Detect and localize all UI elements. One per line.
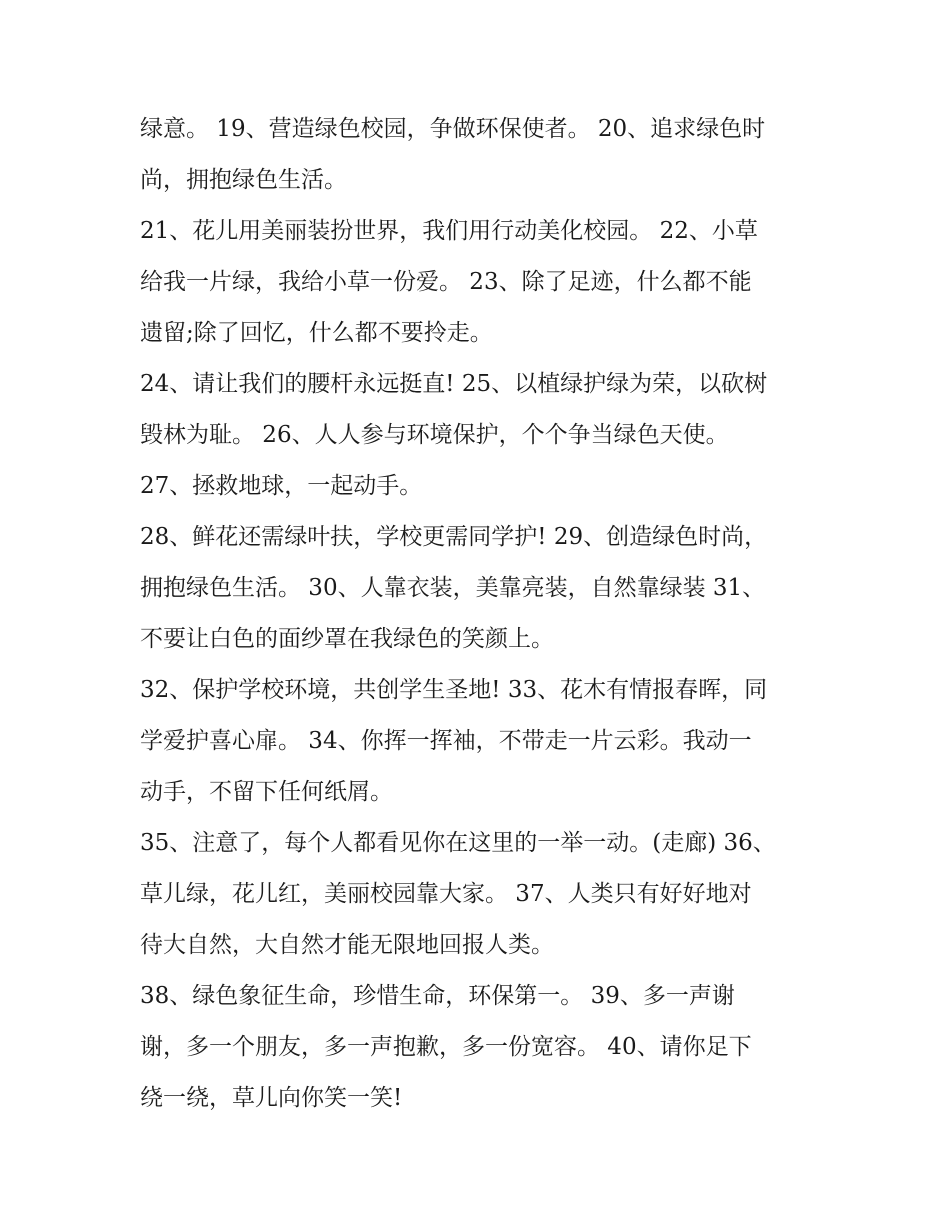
text-line: 24、请让我们的腰杆永远挺直! 25、以植绿护绿为荣，以砍树 — [140, 371, 768, 397]
text-line: 尚，拥抱绿色生活。 — [140, 167, 347, 193]
body-text — [140, 104, 800, 1124]
text-line: 绕一绕，草儿向你笑一笑! — [140, 1085, 403, 1111]
text-line: 动手，不留下任何纸屑。 — [140, 779, 393, 805]
text-line: 27、拯救地球，一起动手。 — [140, 473, 423, 499]
text-line: 毁林为耻。 26、人人参与环境保护，个个争当绿色天使。 — [140, 422, 729, 448]
text-line: 待大自然，大自然才能无限地回报人类。 — [140, 932, 554, 958]
text-line: 拥抱绿色生活。 30、人靠衣装，美靠亮装，自然靠绿装 31、 — [140, 575, 766, 601]
text-line: 学爱护喜心扉。 34、你挥一挥袖，不带走一片云彩。我动一 — [140, 728, 752, 754]
text-line: 28、鲜花还需绿叶扶，学校更需同学护! 29、创造绿色时尚， — [140, 524, 768, 550]
text-line: 绿意。 19、营造绿色校园，争做环保使者。 20、追求绿色时 — [140, 116, 766, 142]
text-line: 32、保护学校环境，共创学生圣地! 33、花木有情报春晖，同 — [140, 677, 768, 703]
text-line: 草儿绿，花儿红，美丽校园靠大家。 37、人类只有好好地对 — [140, 881, 752, 907]
text-line: 不要让白色的面纱罩在我绿色的笑颜上。 — [140, 626, 554, 652]
text-line: 给我一片绿，我给小草一份爱。 23、除了足迹，什么都不能 — [140, 269, 752, 295]
text-line: 谢，多一个朋友，多一声抱歉，多一份宽容。 40、请你足下 — [140, 1034, 752, 1060]
text-line: 35、注意了，每个人都看见你在这里的一举一动。(走廊) 36、 — [140, 830, 776, 856]
text-line: 21、花儿用美丽装扮世界，我们用行动美化校园。 22、小草 — [140, 218, 758, 244]
text-line: 38、绿色象征生命，珍惜生命，环保第一。 39、多一声谢 — [140, 983, 735, 1009]
text-line: 遗留;除了回忆，什么都不要拎走。 — [140, 320, 493, 346]
